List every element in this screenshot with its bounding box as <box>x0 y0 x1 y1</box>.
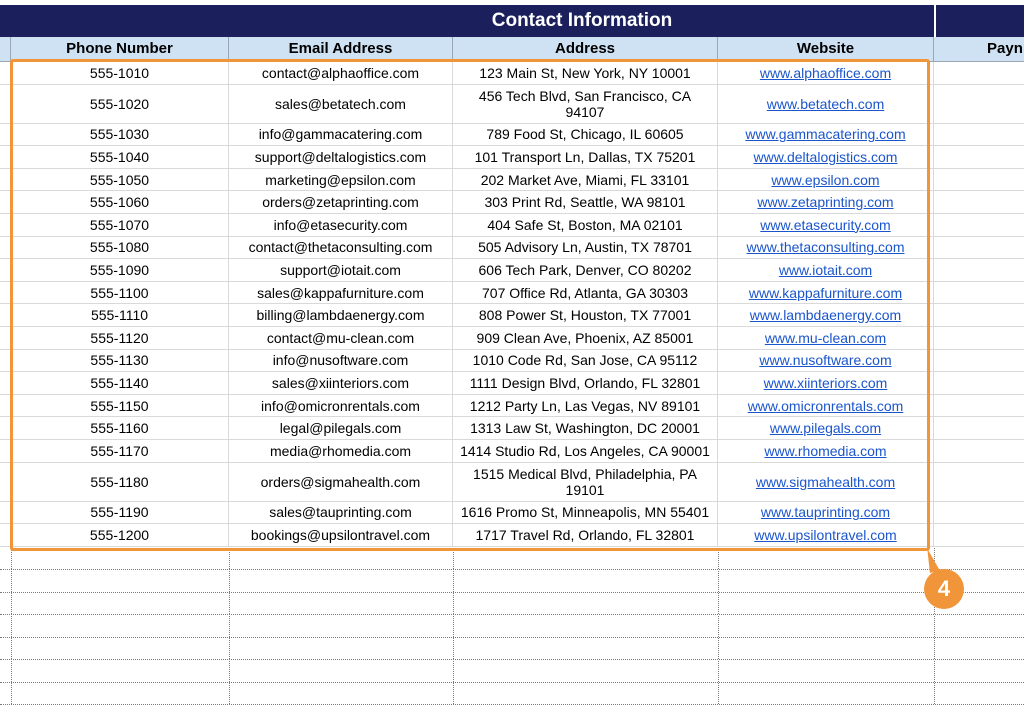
phone-text: 555-1170 <box>90 442 149 459</box>
table-row <box>0 169 1024 192</box>
phone-text: 555-1080 <box>89 239 150 256</box>
website-link[interactable]: www.thetaconsulting.com <box>746 239 905 256</box>
phone-text: 555-1150 <box>90 397 149 414</box>
email-text: support@iotait.com <box>280 261 401 278</box>
email-cell[interactable] <box>229 304 453 326</box>
address-cell[interactable] <box>453 372 718 394</box>
table-row <box>0 524 1024 547</box>
row-stub-cell <box>0 237 11 259</box>
email-cell[interactable] <box>229 259 453 281</box>
address-text: 1313 Law St, Washington, DC 20001 <box>470 420 700 437</box>
payment-cell[interactable] <box>934 214 1024 236</box>
email-cell[interactable] <box>229 327 453 349</box>
email-text: legal@pilegals.com <box>279 420 402 437</box>
email-text: media@rhomedia.com <box>269 442 412 459</box>
website-link[interactable]: www.upsilontravel.com <box>754 526 897 543</box>
payment-cell[interactable] <box>934 282 1024 304</box>
address-cell[interactable] <box>453 524 718 546</box>
row-stub-cell <box>0 146 11 168</box>
row-stub-cell <box>0 191 11 213</box>
website-link-cell[interactable] <box>718 395 934 417</box>
email-text: sales@betatech.com <box>275 95 406 112</box>
address-cell[interactable] <box>453 282 718 304</box>
phone-cell[interactable] <box>11 524 229 546</box>
empty-cell-divider <box>0 616 935 637</box>
email-cell[interactable] <box>229 395 453 417</box>
address-text: 505 Advisory Ln, Austin, TX 78701 <box>478 239 692 256</box>
empty-cell-divider <box>0 548 935 569</box>
phone-cell[interactable] <box>11 146 229 168</box>
phone-text: 555-1120 <box>90 329 149 346</box>
phone-cell[interactable] <box>11 282 229 304</box>
email-text: billing@lambdaenergy.com <box>256 307 425 324</box>
phone-text: 555-1190 <box>90 504 149 521</box>
phone-text: 555-1070 <box>89 216 150 233</box>
address-cell[interactable] <box>453 417 718 439</box>
payment-cell[interactable] <box>934 124 1024 146</box>
table-row <box>0 282 1024 305</box>
website-link-cell[interactable] <box>718 85 934 123</box>
email-cell[interactable] <box>229 502 453 524</box>
address-cell[interactable] <box>453 502 718 524</box>
payment-cell[interactable] <box>934 62 1024 84</box>
email-cell[interactable] <box>229 440 453 462</box>
phone-text: 555-1180 <box>90 473 149 490</box>
header-address[interactable]: Address <box>453 37 718 61</box>
phone-text: 555-1110 <box>90 307 149 324</box>
phone-cell[interactable] <box>11 62 229 84</box>
table-row <box>0 304 1024 327</box>
table-row <box>0 191 1024 214</box>
table-row <box>0 259 1024 282</box>
empty-cell-divider <box>0 571 935 592</box>
address-cell[interactable] <box>453 440 718 462</box>
table-row <box>0 214 1024 237</box>
empty-cell-divider <box>0 661 935 682</box>
website-link-cell[interactable] <box>718 62 934 84</box>
address-cell[interactable] <box>453 237 718 259</box>
email-cell[interactable] <box>229 417 453 439</box>
phone-text: 555-1060 <box>89 194 150 211</box>
email-cell[interactable] <box>229 191 453 213</box>
website-link[interactable]: www.lambdaenergy.com <box>749 307 902 324</box>
empty-row[interactable] <box>0 638 1024 660</box>
website-link-cell[interactable] <box>718 372 934 394</box>
empty-cell-divider <box>0 683 935 704</box>
website-link[interactable]: www.zetaprinting.com <box>757 194 894 211</box>
address-text: 1212 Party Ln, Las Vegas, NV 89101 <box>469 397 701 414</box>
website-link-cell[interactable] <box>718 237 934 259</box>
header-email-address[interactable]: Email Address <box>229 37 453 61</box>
header-cell-rowstub[interactable] <box>0 37 11 61</box>
email-text: info@omicronrentals.com <box>261 397 420 414</box>
phone-text: 555-1020 <box>89 95 150 112</box>
step-badge: 4 <box>924 569 964 609</box>
column-header-row <box>0 37 1024 62</box>
address-text: 789 Food St, Chicago, IL 60605 <box>486 126 684 143</box>
address-text: 606 Tech Park, Denver, CO 80202 <box>478 261 692 278</box>
address-cell[interactable] <box>453 327 718 349</box>
address-text: 1414 Studio Rd, Los Angeles, CA 90001 <box>460 442 710 459</box>
phone-cell[interactable] <box>11 214 229 236</box>
row-stub-cell <box>0 259 11 281</box>
payment-cell[interactable] <box>934 304 1024 326</box>
website-link[interactable]: www.omicronrentals.com <box>747 397 904 414</box>
email-text: bookings@upsilontravel.com <box>250 526 431 543</box>
payment-cell[interactable] <box>934 327 1024 349</box>
phone-text: 555-1030 <box>89 126 150 143</box>
row-stub-cell <box>0 395 11 417</box>
email-cell[interactable] <box>229 463 453 501</box>
website-link-cell[interactable] <box>718 191 934 213</box>
row-stub-cell <box>0 62 11 84</box>
table-row <box>0 395 1024 418</box>
website-link[interactable]: www.etasecurity.com <box>760 216 891 233</box>
phone-text: 555-1200 <box>89 526 150 543</box>
website-link-cell[interactable] <box>718 350 934 372</box>
address-cell[interactable] <box>453 214 718 236</box>
empty-row[interactable] <box>0 683 1024 705</box>
row-stub-cell <box>0 524 11 546</box>
empty-row[interactable] <box>0 593 1024 615</box>
payment-cell[interactable] <box>934 350 1024 372</box>
phone-text: 555-1130 <box>90 352 149 369</box>
phone-cell[interactable] <box>11 502 229 524</box>
website-link[interactable]: www.iotait.com <box>778 261 873 278</box>
empty-cell-divider <box>0 638 935 659</box>
payment-cell[interactable] <box>934 85 1024 123</box>
email-text: sales@tauprinting.com <box>269 504 412 521</box>
table-row <box>0 62 1024 85</box>
phone-cell[interactable] <box>11 191 229 213</box>
phone-text: 555-1010 <box>89 64 150 81</box>
email-text: orders@sigmahealth.com <box>260 473 421 490</box>
empty-row[interactable] <box>0 661 1024 683</box>
website-link-cell[interactable] <box>718 524 934 546</box>
row-stub-cell <box>0 417 11 439</box>
address-text: 909 Clean Ave, Phoenix, AZ 85001 <box>476 329 694 346</box>
table-row <box>0 417 1024 440</box>
row-stub-cell <box>0 214 11 236</box>
header-website[interactable]: Website <box>718 37 934 61</box>
address-cell[interactable] <box>453 85 718 123</box>
payment-cell[interactable] <box>934 463 1024 501</box>
website-link[interactable]: www.gammacatering.com <box>745 126 906 143</box>
address-text: 456 Tech Blvd, San Francisco, CA 94107 <box>478 87 692 120</box>
email-text: contact@mu-clean.com <box>266 329 415 346</box>
payment-cell[interactable] <box>934 502 1024 524</box>
payment-cell[interactable] <box>934 259 1024 281</box>
email-cell[interactable] <box>229 524 453 546</box>
payment-cell[interactable] <box>934 417 1024 439</box>
email-cell[interactable] <box>229 169 453 191</box>
email-text: contact@alphaoffice.com <box>261 64 420 81</box>
address-text: 404 Safe St, Boston, MA 02101 <box>487 216 683 233</box>
address-text: 707 Office Rd, Atlanta, GA 30303 <box>482 284 688 301</box>
payment-cell[interactable] <box>934 169 1024 191</box>
website-link[interactable]: www.sigmahealth.com <box>755 473 896 490</box>
email-cell[interactable] <box>229 350 453 372</box>
address-cell[interactable] <box>453 191 718 213</box>
phone-text: 555-1090 <box>89 261 150 278</box>
header-phone-number[interactable]: Phone Number <box>11 37 229 61</box>
address-text: 123 Main St, New York, NY 10001 <box>479 64 691 81</box>
website-link-cell[interactable] <box>718 146 934 168</box>
email-text: sales@kappafurniture.com <box>257 284 424 301</box>
email-cell[interactable] <box>229 146 453 168</box>
address-text: 202 Market Ave, Miami, FL 33101 <box>480 171 690 188</box>
email-cell[interactable] <box>229 372 453 394</box>
website-link[interactable]: www.mu-clean.com <box>764 329 887 346</box>
website-link[interactable]: www.alphaoffice.com <box>759 64 892 81</box>
address-text: 101 Transport Ln, Dallas, TX 75201 <box>474 148 696 165</box>
phone-cell[interactable] <box>11 169 229 191</box>
banner-separator <box>934 5 936 37</box>
table-row <box>0 327 1024 350</box>
website-link-cell[interactable] <box>718 463 934 501</box>
phone-cell[interactable] <box>11 237 229 259</box>
website-link-cell[interactable] <box>718 169 934 191</box>
email-text: info@nusoftware.com <box>272 352 409 369</box>
phone-text: 555-1140 <box>90 374 149 391</box>
row-stub-cell <box>0 350 11 372</box>
email-cell[interactable] <box>229 124 453 146</box>
website-link-cell[interactable] <box>718 304 934 326</box>
payment-cell[interactable] <box>934 191 1024 213</box>
table-row <box>0 85 1024 124</box>
address-cell[interactable] <box>453 124 718 146</box>
payment-cell[interactable] <box>934 146 1024 168</box>
phone-text: 555-1050 <box>89 171 150 188</box>
website-link[interactable]: www.rhomedia.com <box>764 442 887 459</box>
phone-cell[interactable] <box>11 350 229 372</box>
row-stub-cell <box>0 304 11 326</box>
email-text: support@deltalogistics.com <box>254 148 427 165</box>
empty-row[interactable] <box>0 571 1024 593</box>
email-text: marketing@epsilon.com <box>265 171 416 188</box>
table-row <box>0 463 1024 502</box>
email-text: info@etasecurity.com <box>273 216 408 233</box>
row-stub-cell <box>0 502 11 524</box>
website-link[interactable]: www.betatech.com <box>766 95 885 112</box>
address-text: 1111 Design Blvd, Orlando, FL 32801 <box>469 374 701 391</box>
phone-cell[interactable] <box>11 440 229 462</box>
website-link[interactable]: www.nusoftware.com <box>759 352 892 369</box>
email-cell[interactable] <box>229 237 453 259</box>
email-cell[interactable] <box>229 85 453 123</box>
website-link[interactable]: www.pilegals.com <box>769 420 882 437</box>
website-link-cell[interactable] <box>718 327 934 349</box>
payment-cell[interactable] <box>934 440 1024 462</box>
row-stub-cell <box>0 372 11 394</box>
website-link[interactable]: www.kappafurniture.com <box>748 284 903 301</box>
section-title: Contact Information <box>491 10 673 31</box>
table-row <box>0 237 1024 260</box>
email-text: contact@thetaconsulting.com <box>248 239 433 256</box>
address-text: 1616 Promo St, Minneapolis, MN 55401 <box>460 504 710 521</box>
table-row <box>0 350 1024 373</box>
website-link[interactable]: www.epsilon.com <box>771 171 880 188</box>
address-text: 1010 Code Rd, San Jose, CA 95112 <box>472 352 698 369</box>
phone-text: 555-1160 <box>90 420 149 437</box>
header-payment[interactable]: Payn <box>987 40 1023 57</box>
address-cell[interactable] <box>453 395 718 417</box>
website-link[interactable]: www.deltalogistics.com <box>753 148 898 165</box>
email-text: orders@zetaprinting.com <box>262 194 419 211</box>
address-cell[interactable] <box>453 463 718 501</box>
address-text: 1515 Medical Blvd, Philadelphia, PA 19101 <box>473 465 697 498</box>
table-row <box>0 124 1024 147</box>
address-text: 808 Power St, Houston, TX 77001 <box>478 307 692 324</box>
address-cell[interactable] <box>453 62 718 84</box>
email-cell[interactable] <box>229 62 453 84</box>
email-text: sales@xiinteriors.com <box>271 374 410 391</box>
row-stub-cell <box>0 463 11 501</box>
row-stub-cell <box>0 124 11 146</box>
phone-text: 555-1040 <box>89 148 150 165</box>
website-link-cell[interactable] <box>718 124 934 146</box>
table-row <box>0 372 1024 395</box>
website-link-cell[interactable] <box>718 282 934 304</box>
email-cell[interactable] <box>229 214 453 236</box>
address-cell[interactable] <box>453 169 718 191</box>
phone-cell[interactable] <box>11 85 229 123</box>
email-cell[interactable] <box>229 282 453 304</box>
payment-cell[interactable] <box>934 395 1024 417</box>
payment-cell[interactable] <box>934 237 1024 259</box>
phone-cell[interactable] <box>11 124 229 146</box>
website-link-cell[interactable] <box>718 440 934 462</box>
phone-cell[interactable] <box>11 463 229 501</box>
table-row <box>0 440 1024 463</box>
phone-text: 555-1100 <box>90 284 149 301</box>
website-link-cell[interactable] <box>718 259 934 281</box>
address-cell[interactable] <box>453 259 718 281</box>
row-stub-cell <box>0 85 11 123</box>
payment-cell[interactable] <box>934 372 1024 394</box>
row-stub-cell <box>0 169 11 191</box>
website-link-cell[interactable] <box>718 502 934 524</box>
phone-cell[interactable] <box>11 327 229 349</box>
email-text: info@gammacatering.com <box>258 126 423 143</box>
phone-cell[interactable] <box>11 395 229 417</box>
website-link[interactable]: www.xiinteriors.com <box>763 374 888 391</box>
payment-cell[interactable] <box>934 524 1024 546</box>
table-row <box>0 146 1024 169</box>
address-cell[interactable] <box>453 146 718 168</box>
empty-row[interactable] <box>0 548 1024 570</box>
address-cell[interactable] <box>453 350 718 372</box>
phone-cell[interactable] <box>11 304 229 326</box>
empty-cell-divider <box>0 593 935 614</box>
row-stub-cell <box>0 440 11 462</box>
address-text: 1717 Travel Rd, Orlando, FL 32801 <box>475 526 695 543</box>
website-link[interactable]: www.tauprinting.com <box>760 504 891 521</box>
empty-row[interactable] <box>0 616 1024 638</box>
table-row <box>0 502 1024 525</box>
address-text: 303 Print Rd, Seattle, WA 98101 <box>484 194 686 211</box>
row-stub-cell <box>0 327 11 349</box>
phone-cell[interactable] <box>11 372 229 394</box>
address-cell[interactable] <box>453 304 718 326</box>
phone-cell[interactable] <box>11 417 229 439</box>
phone-cell[interactable] <box>11 259 229 281</box>
website-link-cell[interactable] <box>718 417 934 439</box>
row-stub-cell <box>0 282 11 304</box>
website-link-cell[interactable] <box>718 214 934 236</box>
